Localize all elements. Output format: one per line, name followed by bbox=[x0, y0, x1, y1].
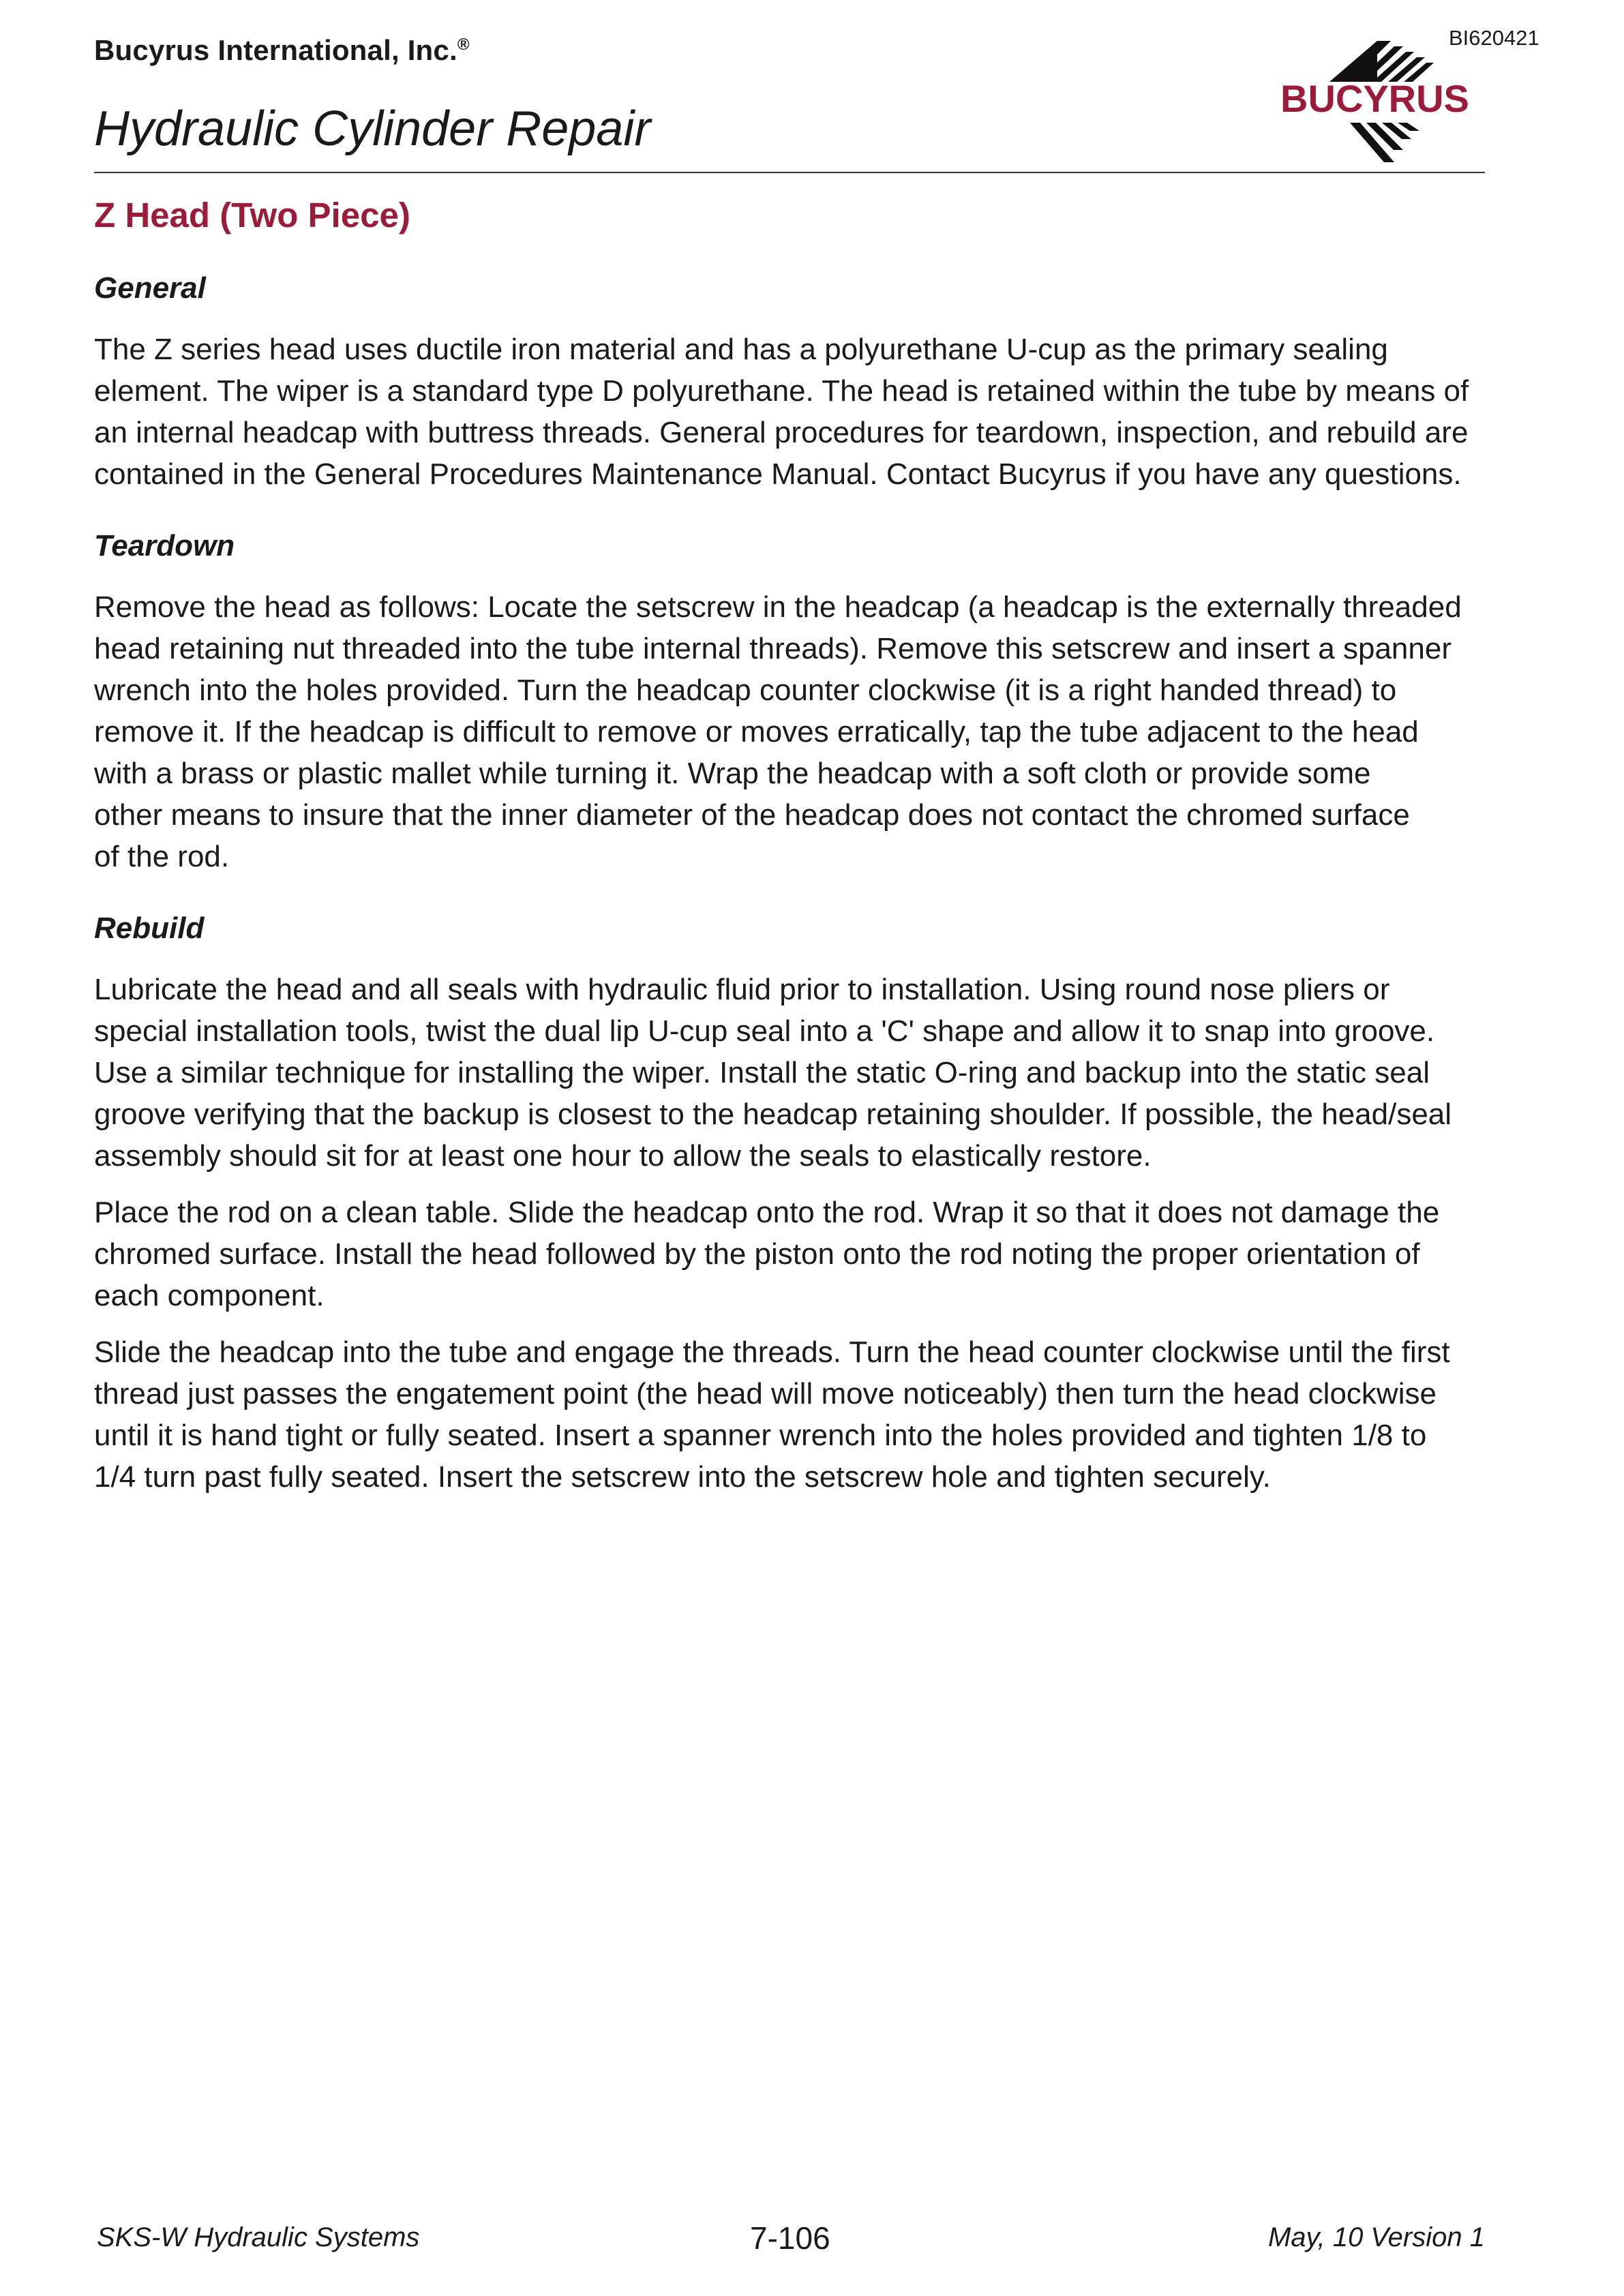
text-line: other means to insure that the inner diameter of the headcap does not contact the chromed surface bbox=[94, 798, 1410, 832]
text-line: wrench into the holes provided. Turn the headcap counter clockwise (it is a right handed thread) to bbox=[94, 674, 1397, 707]
footer-manual-title: SKS-W Hydraulic Systems bbox=[97, 2222, 420, 2252]
header-divider bbox=[94, 172, 1485, 173]
rebuild-paragraph-3 bbox=[94, 1331, 1492, 1498]
logo-wordmark: BUCYRUS bbox=[1280, 77, 1469, 120]
text-line: with a brass or plastic mallet while turning it. Wrap the headcap with a soft cloth or provide some bbox=[94, 757, 1371, 790]
rebuild-paragraph-2 bbox=[94, 1192, 1492, 1316]
section-title: Z Head (Two Piece) bbox=[94, 196, 410, 235]
general-paragraph bbox=[94, 329, 1492, 495]
bucyrus-logo bbox=[1275, 35, 1486, 172]
text-line: Use a similar technique for installing the wiper. Install the static O-ring and backup into the static seal bbox=[94, 1056, 1430, 1089]
text-line: of the rod. bbox=[94, 840, 230, 873]
text-line: Slide the headcap into the tube and engage the threads. Turn the head counter clockwise until the first bbox=[94, 1335, 1450, 1369]
document-id: BI620421 bbox=[1449, 26, 1539, 50]
text-line: assembly should sit for at least one hour to allow the seals to elastically restore. bbox=[94, 1139, 1152, 1173]
text-line: Remove the head as follows: Locate the setscrew in the headcap (a headcap is the externally threaded bbox=[94, 590, 1462, 624]
rebuild-paragraph-1 bbox=[94, 969, 1492, 1177]
teardown-paragraph bbox=[94, 586, 1492, 877]
logo-fill-left bbox=[1329, 41, 1377, 82]
text-line: thread just passes the engatement point (the head will move noticeably) then turn the head clockwise bbox=[94, 1377, 1437, 1410]
text-line: an internal headcap with buttress threads. General procedures for teardown, inspection, and rebuild are bbox=[94, 416, 1469, 449]
text-line: head retaining nut threaded into the tube internal threads). Remove this setscrew and insert a spanner bbox=[94, 632, 1452, 665]
rebuild-heading: Rebuild bbox=[94, 911, 205, 945]
page-number: 7-106 bbox=[750, 2220, 830, 2256]
text-line: element. The wiper is a standard type D polyurethane. The head is retained within the tube by means of bbox=[94, 374, 1469, 408]
text-line: until it is hand tight or fully seated. Insert a spanner wrench into the holes provided and tighten 1/8 to bbox=[94, 1419, 1427, 1452]
text-line: groove verifying that the backup is closest to the headcap retaining shoulder. If possible, the head/seal bbox=[94, 1098, 1452, 1131]
text-line: each component. bbox=[94, 1279, 325, 1312]
logo-lower-4 bbox=[1398, 123, 1419, 131]
text-line: 1/4 turn past fully seated. Insert the setscrew into the setscrew hole and tighten securely. bbox=[94, 1460, 1271, 1494]
general-heading: General bbox=[94, 271, 206, 305]
text-line: Place the rod on a clean table. Slide the headcap onto the rod. Wrap it so that it does not damage the bbox=[94, 1196, 1440, 1229]
teardown-heading: Teardown bbox=[94, 529, 235, 562]
text-line: special installation tools, twist the dual lip U-cup seal into a 'C' shape and allow it to snap into groove. bbox=[94, 1014, 1435, 1048]
document-title: Hydraulic Cylinder Repair bbox=[94, 102, 651, 156]
footer-version: May, 10 Version 1 bbox=[1268, 2222, 1485, 2252]
company-name bbox=[94, 34, 470, 67]
text-line: contained in the General Procedures Maintenance Manual. Contact Bucyrus if you have any questions. bbox=[94, 457, 1462, 491]
company-name-text: Bucyrus International, Inc. bbox=[94, 34, 457, 66]
text-line: chromed surface. Install the head followed by the piston onto the rod noting the proper orientation of bbox=[94, 1237, 1420, 1271]
text-line: The Z series head uses ductile iron material and has a polyurethane U-cup as the primary sealing bbox=[94, 333, 1388, 366]
text-line: remove it. If the headcap is difficult to remove or moves erratically, tap the tube adjacent to the head bbox=[94, 715, 1419, 749]
text-line: Lubricate the head and all seals with hydraulic fluid prior to installation. Using round nose pliers or bbox=[94, 973, 1390, 1006]
registered-mark: ® bbox=[457, 35, 470, 54]
page-content bbox=[94, 271, 1492, 1513]
